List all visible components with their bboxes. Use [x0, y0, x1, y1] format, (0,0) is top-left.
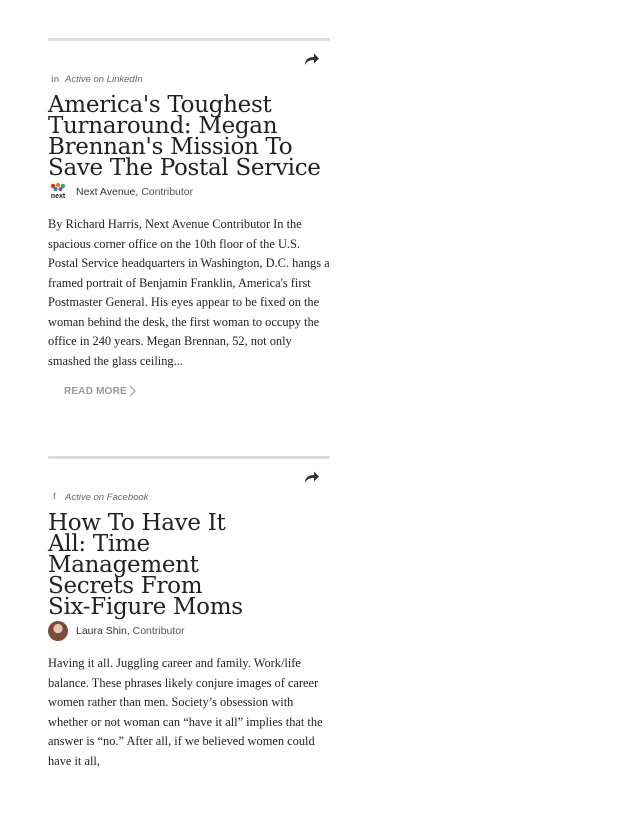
avatar	[48, 621, 68, 641]
facebook-icon: f	[53, 492, 57, 502]
article-headline[interactable]: How To Have It All: Time Management Secrets From Six-Figure Moms	[48, 510, 243, 620]
read-more-label: READ MORE	[64, 385, 127, 397]
source-line	[48, 71, 330, 87]
share-row	[48, 41, 330, 67]
author-row	[48, 180, 330, 204]
next-avenue-logo-icon	[48, 182, 68, 202]
article-body: By Richard Harris, Next Avenue Contributor In the spacious corner office on the 10th floor of the U.S. Postal Service headquarters in Washington, D.C. hangs a framed portrait of Benjamin Franklin, America's first Postmaster General. His eyes appear to be fixed on the woman behind the desk, the first woman to occupy the office in 240 years. Megan Brennan, 52, not only smashed the glass ceiling...	[48, 217, 330, 368]
author-role: Contributor	[138, 186, 194, 198]
author-name[interactable]: Next Avenue,	[76, 186, 139, 198]
source-line	[48, 489, 330, 505]
author-name[interactable]: Laura Shin,	[76, 625, 130, 637]
author-role: Contributor	[129, 625, 185, 637]
source-label: Active on LinkedIn	[65, 73, 143, 85]
share-icon[interactable]	[304, 52, 320, 66]
read-more-link[interactable]	[64, 385, 136, 397]
article-card	[48, 38, 330, 399]
author-row	[48, 619, 330, 643]
chevron-right-icon	[129, 385, 136, 397]
article-body: Having it all. Juggling career and family. Work/life balance. These phrases likely conjure images of career women rather than men. Society’s obsession with whether or not woman can “have it all” implies that the answer is “no.” After all, if we believed women could have it all,	[48, 656, 323, 768]
article-card	[48, 456, 330, 771]
avatar-logo-text: next	[50, 193, 66, 200]
share-icon[interactable]	[304, 470, 320, 484]
article-headline[interactable]: America's Toughest Turnaround: Megan Brennan's Mission To Save The Postal Service	[48, 92, 321, 181]
source-label: Active on Facebook	[65, 491, 149, 503]
linkedin-icon: in	[51, 73, 60, 85]
share-row	[48, 459, 330, 485]
